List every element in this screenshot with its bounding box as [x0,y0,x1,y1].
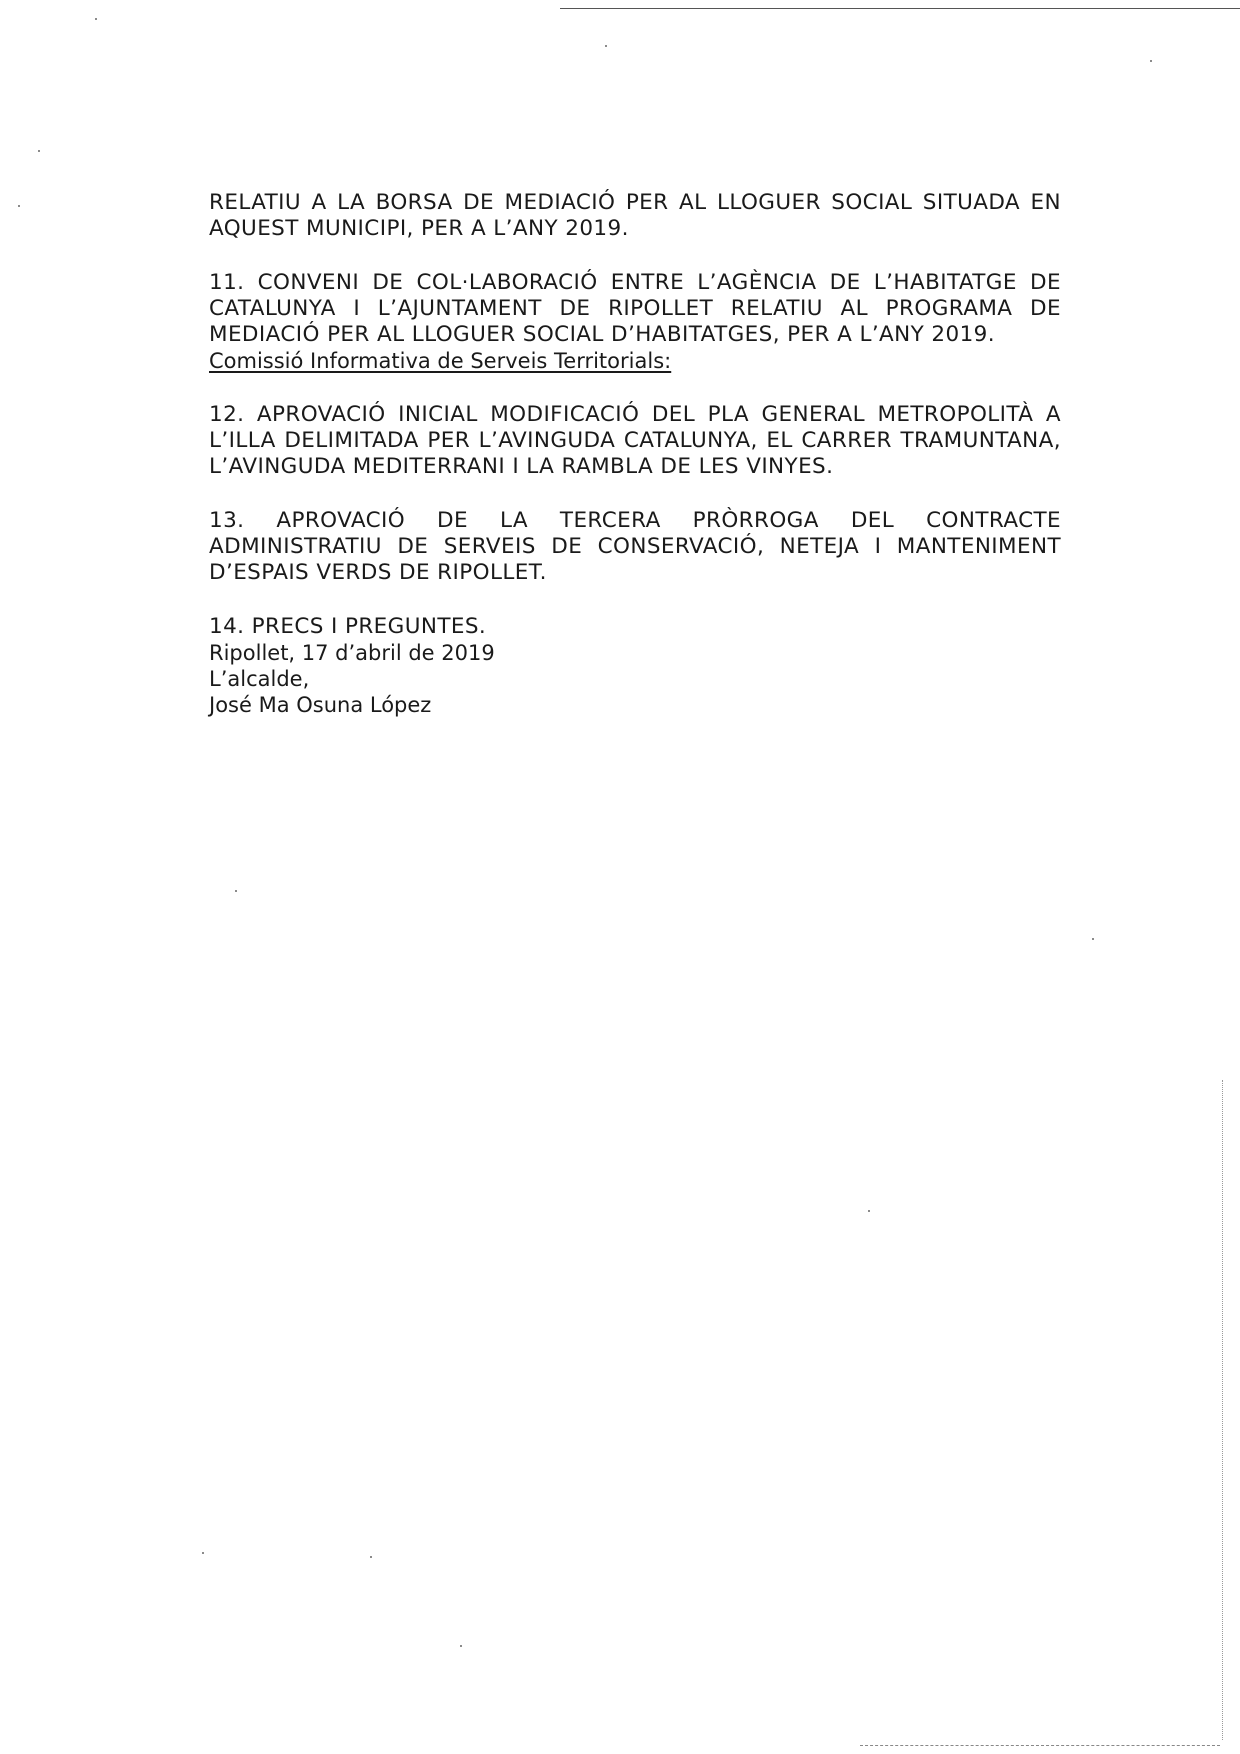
scan-speck [95,18,97,20]
scan-speck [1092,938,1094,940]
scan-speck [235,890,237,892]
agenda-item-13: 13. APROVACIÓ DE LA TERCERA PRÒRROGA DEL CONTRACTE ADMINISTRATIU DE SERVEIS DE CONSERVACIÓ, NETEJA I MANTENIMENT D’ESPAIS VERDS DE RIPOLLET. [209,508,1061,585]
agenda-item-12: 12. APROVACIÓ INICIAL MODIFICACIÓ DEL PLA GENERAL METROPOLITÀ A L’ILLA DELIMITADA PER L’AVINGUDA CATALUNYA, EL CARRER TRAMUNTANA, L’AVINGUDA MEDITERRANI I LA RAMBLA DE LES VINYES. [209,402,1061,479]
scan-speck [202,1552,204,1554]
date-line: Ripollet, 17 d’abril de 2019 [209,641,495,665]
agenda-item-continuation: RELATIU A LA BORSA DE MEDIACIÓ PER AL LLOGUER SOCIAL SITUADA EN AQUEST MUNICIPI, PER A L’ANY 2019. [209,190,1061,241]
agenda-item-14: 14. PRECS I PREGUNTES. [209,614,487,639]
agenda-item-11: 11. CONVENI DE COL·LABORACIÓ ENTRE L’AGÈNCIA DE L’HABITATGE DE CATALUNYA I L’AJUNTAMENT DE RIPOLLET RELATIU AL PROGRAMA DE MEDIACIÓ PER AL LLOGUER SOCIAL D’HABITATGES, PER A L’ANY 2019. [209,270,1061,347]
scan-speck [38,150,40,152]
scan-speck [18,205,20,207]
scan-edge-line-right [1222,1080,1223,1740]
section-heading: Comissió Informativa de Serveis Territorials: [209,349,672,373]
scan-edge-line-top [560,8,1240,9]
signer-title: L’alcalde, [209,667,310,691]
signer-name: José Ma Osuna López [209,693,432,717]
scan-edge-line-bottom [860,1745,1220,1746]
scan-speck [868,1210,870,1212]
scan-speck [370,1556,372,1558]
scan-speck [460,1645,462,1647]
scan-speck [1150,60,1152,62]
letter-body [209,190,1061,718]
scan-speck [605,45,607,47]
